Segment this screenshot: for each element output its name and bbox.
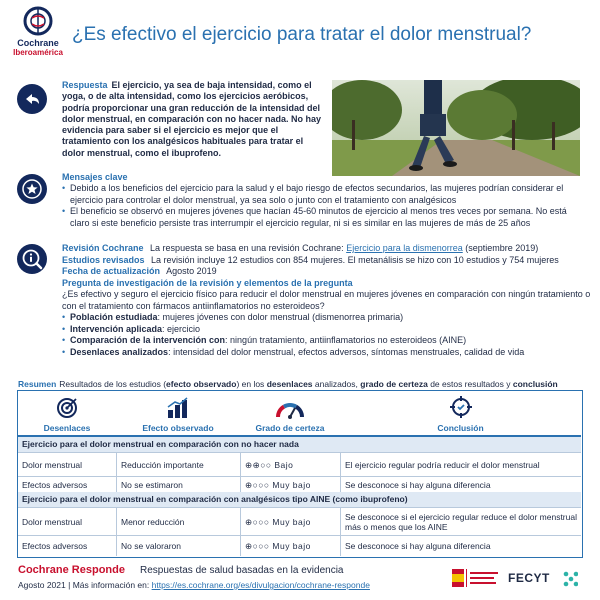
review-text: La respuesta se basa en una revisión Cochrane: [150, 243, 344, 253]
footer-link[interactable]: https://es.cochrane.org/es/divulgacion/cochrane-responde [151, 580, 370, 590]
outcome-cell: Dolor menstrual [22, 516, 82, 527]
comparison-group-title: Ejercicio para el dolor menstrual en comparación con analgésicos tipo AINE (como ibuprofeno) [18, 492, 581, 507]
footer-date: Agosto 2021 [18, 580, 66, 590]
element-key: Intervención aplicada [70, 323, 163, 334]
effect-cell: No se valoraron [116, 536, 240, 556]
table-header [18, 391, 581, 435]
question-elements [62, 312, 592, 358]
summary-bold: efecto observado [166, 379, 237, 389]
element-item [62, 324, 592, 336]
answer-icon [17, 84, 47, 114]
table-row [18, 535, 581, 556]
review-row [62, 243, 592, 255]
key-messages-list [62, 183, 588, 229]
footer-subtitle: Respuestas de salud basadas en la evidencia [140, 565, 344, 576]
conclusion-cell: El ejercicio regular podría reducir el dolor menstrual [340, 453, 581, 476]
question-title: Pregunta de investigación de la revisión y elementos de la pregunta [62, 277, 353, 288]
header-label: Desenlaces [43, 423, 91, 433]
header-outcomes [18, 391, 116, 435]
element-value: : ningún tratamiento, antiinflamatorios no esteroideos (AINE) [225, 335, 467, 345]
answer-block [62, 80, 322, 159]
summary-line [18, 379, 593, 389]
element-key: Comparación de la intervención con [70, 335, 226, 345]
outcome-cell: Efectos adversos [22, 541, 88, 551]
footer-separator: | [68, 580, 71, 590]
review-date: (septiembre 2019) [465, 243, 539, 253]
header-label: Grado de certeza [255, 423, 325, 433]
element-value: : ejercicio [162, 323, 201, 334]
table-row [18, 452, 581, 476]
update-label: Fecha de actualización [62, 266, 161, 276]
element-value: : mujeres jóvenes con dolor menstrual (dismenorrea primaria) [157, 312, 404, 322]
summary-label: Resumen [18, 379, 57, 389]
runner-photo [332, 80, 580, 176]
results-table [17, 390, 583, 558]
footer-more-label: Más información en: [72, 580, 150, 590]
effect-cell: No se estimaron [116, 477, 240, 492]
table-row [18, 507, 581, 535]
key-message-item: • El beneficio se observó en mujeres jóvenes que hacían 45-60 minutos de ejercicio al menos tres veces por semana. No está claro si este beneficio persiste tras interrumpir el ejercicio regular, ni si es similar en las mujeres de más de 25 años [62, 206, 588, 229]
element-key: Desenlaces analizados [70, 346, 169, 357]
fecyt-logo [508, 568, 578, 590]
outcome-cell: Dolor menstrual [22, 459, 82, 470]
header-certainty [240, 391, 340, 435]
footer-title: Cochrane Responde [18, 564, 125, 576]
government-logo [452, 567, 500, 589]
summary-bold: conclusión [512, 379, 558, 389]
bar-chart-icon [166, 397, 190, 419]
page-title: ¿Es efectivo el ejercicio para tratar el dolor menstrual? [72, 24, 532, 45]
certainty-cell: ⊕○○○ Muy bajo [240, 477, 340, 492]
certainty-cell: ⊕⊕○○ Bajo [240, 453, 340, 476]
logo-subtitle: Iberoamérica [13, 48, 63, 57]
summary-text: Resultados de los estudios ( [59, 379, 167, 389]
answer-label: Respuesta [62, 80, 108, 90]
certainty-cell: ⊕○○○ Muy bajo [240, 536, 340, 556]
question-text: ¿Es efectivo y seguro el ejercicio físico para reducir el dolor menstrual en mujeres jóvenes en comparación con ningún tratamiento o con el tratamiento con fármacos antiinflamatorios no esteroideos? [62, 289, 591, 311]
element-item [62, 347, 592, 359]
effect-cell: Menor reducción [116, 508, 240, 535]
element-key: Población estudiada [70, 312, 158, 322]
star-icon [17, 174, 47, 204]
logo-name: Cochrane [17, 38, 59, 48]
comparison-group-title: Ejercicio para el dolor menstrual en comparación con no hacer nada [18, 437, 581, 452]
outcome-cell: Efectos adversos [22, 479, 88, 490]
key-messages-title: Mensajes clave [62, 172, 128, 182]
review-info [62, 243, 592, 358]
footer-info [18, 580, 370, 590]
conclusion-cell: Se desconoce si hay alguna diferencia [340, 477, 581, 492]
element-item [62, 312, 592, 324]
summary-text: ) en los [236, 379, 267, 389]
review-label: Revisión Cochrane [62, 243, 144, 253]
header-effect [116, 391, 240, 435]
conclusion-cell: Se desconoce si el ejercicio regular reduce el dolor menstrual más o menos que los AINE [340, 508, 581, 535]
studies-label: Estudios revisados [62, 254, 145, 265]
header-conclusion [340, 391, 581, 435]
target-icon [56, 397, 78, 419]
cochrane-logo-icon [23, 6, 53, 36]
element-item [62, 335, 592, 347]
table-row [18, 476, 581, 492]
certainty-cell: ⊕○○○ Muy bajo [240, 508, 340, 535]
key-message-item: • Debido a los beneficios del ejercicio para la salud y el bajo riesgo de efectos secundarios, las mujeres podrían considerar el ejercicio para controlar el dolor menstrual, ya sea solo o junto con el tratamiento con analgésicos [62, 183, 588, 206]
fecyt-wordmark: FECYT [508, 571, 550, 585]
gauge-icon [275, 399, 305, 419]
summary-text: analizados, [312, 379, 361, 389]
effect-cell: Reducción importante [116, 453, 240, 476]
element-value: : intensidad del dolor menstrual, efectos adversos, síntomas menstruales, calidad de vida [168, 346, 525, 357]
studies-row [62, 255, 592, 267]
review-link[interactable]: Ejercicio para la dismenorrea [346, 243, 463, 253]
crosshair-icon [449, 395, 473, 419]
update-text: Agosto 2019 [166, 266, 217, 276]
summary-bold: grado de certeza [360, 379, 428, 389]
cochrane-logo [10, 6, 66, 57]
conclusion-cell: Se desconoce si hay alguna diferencia [340, 536, 581, 556]
summary-bold: desenlaces [266, 379, 313, 389]
header-label: Conclusión [437, 423, 484, 433]
answer-text: El ejercicio, ya sea de baja intensidad, como el yoga, o de alta intensidad, como los ejercicios aeróbicos, podría proporcionar una gran reducción de la intensidad del dolor menstrual, en comparación con no hacer nada. No hay evidencia para saber si el ejercicio es mejor que el tratamiento con los analgésicos habituales para tratar el dolor menstrual, como el ibuprofeno. [62, 80, 322, 158]
header-label: Efecto observado [142, 423, 214, 433]
info-icon [17, 244, 47, 274]
summary-text: de estos resultados y [427, 379, 513, 389]
studies-text: La revisión incluye 12 estudios con 854 mujeres. El metanálisis se hizo con 10 estudios y 754 mujeres [151, 254, 559, 265]
update-row [62, 266, 592, 278]
